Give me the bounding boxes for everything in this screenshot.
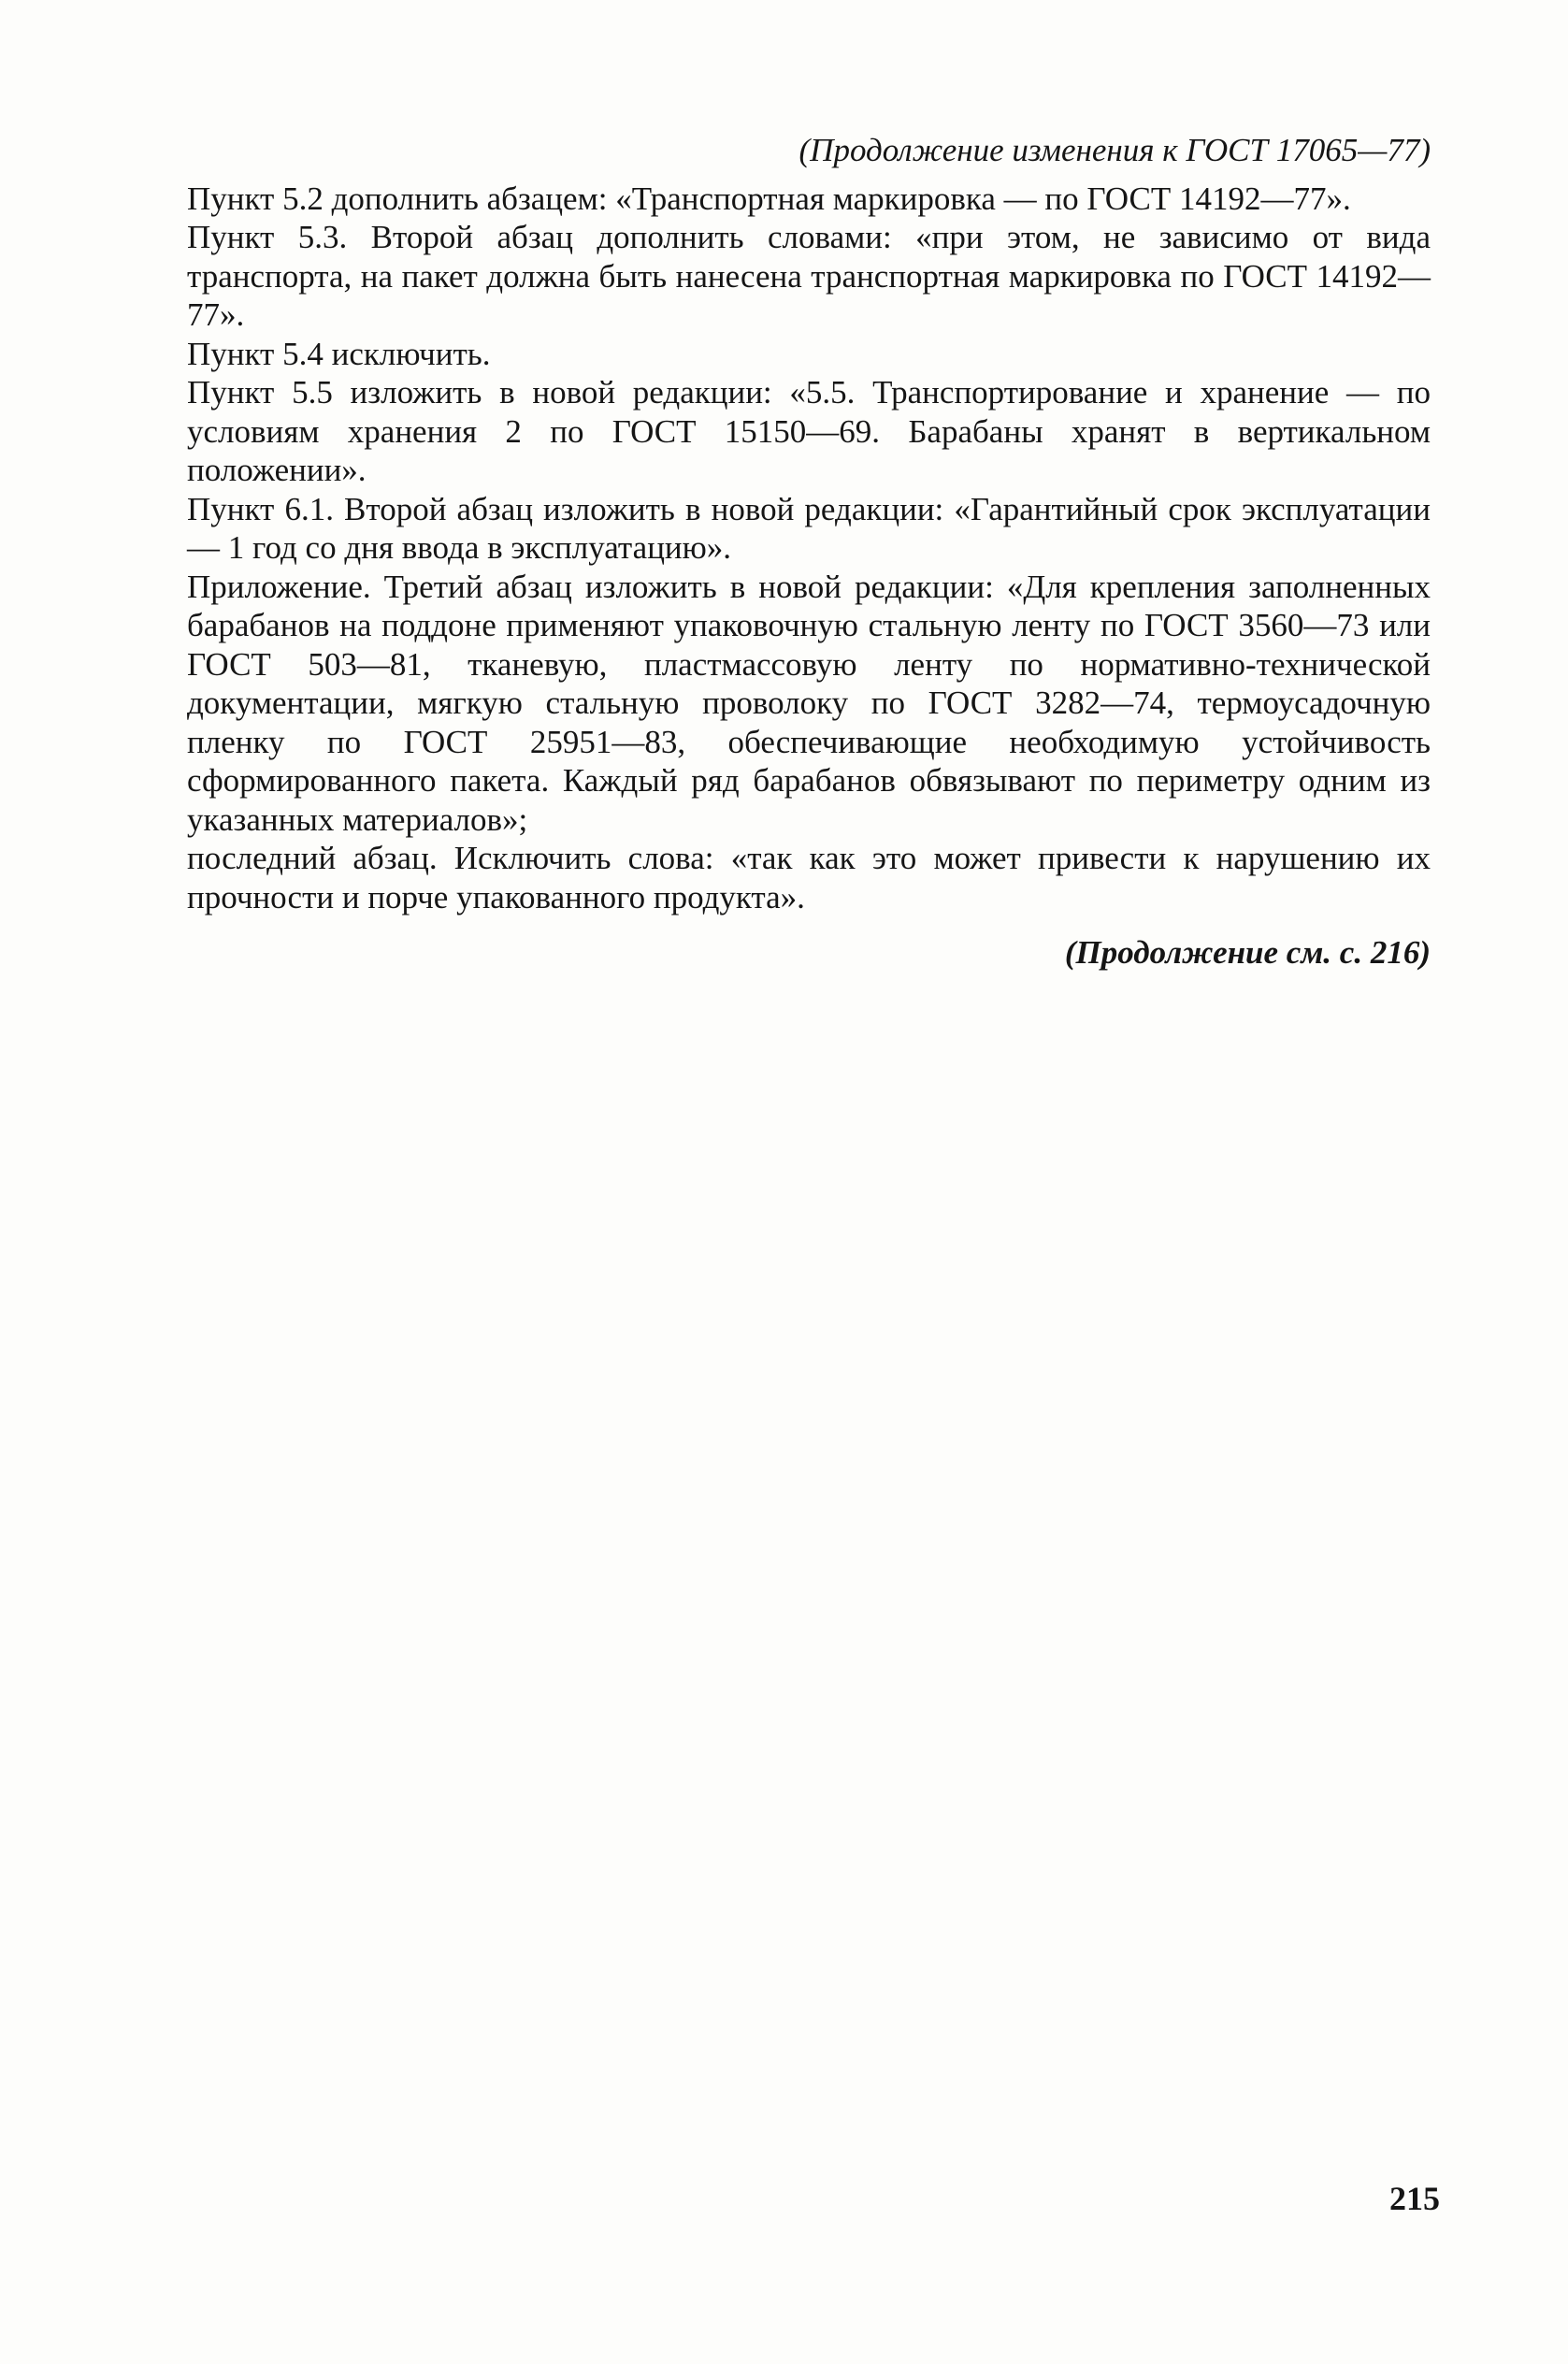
- paragraph-5-5: Пункт 5.5 изложить в новой редакции: «5.5. Транспортирование и хранение — по условиям хранения 2 по ГОСТ 15150—69. Барабаны хранят в вертикальном положении».: [187, 374, 1431, 488]
- paragraph-5-4: Пункт 5.4 исключить.: [187, 335, 491, 372]
- page-number: 215: [1389, 2180, 1440, 2217]
- paragraph-5-3: Пункт 5.3. Второй абзац дополнить словами: «при этом, не зависимо от вида транспорта, на пакет должна быть нанесена транспортная маркировка по ГОСТ 14192—77».: [187, 219, 1431, 333]
- paragraph-6-1: Пункт 6.1. Второй абзац изложить в новой редакции: «Гарантийный срок эксплуатации — 1 год со дня ввода в эксплуатацию».: [187, 490, 1431, 566]
- running-head: (Продолжение изменения к ГОСТ 17065—77): [798, 132, 1431, 168]
- continuation-note: (Продолжение см. с. 216): [1064, 934, 1431, 971]
- text-block: [187, 131, 1431, 973]
- paragraph-appendix: Приложение. Третий абзац изложить в новой редакции: «Для крепления заполненных барабанов на поддоне применяют упаковочную стальную ленту по ГОСТ 3560—73 или ГОСТ 503—81, тканевую, пластмассовую ленту по нормативно-технической документации, мягкую стальную проволоку по ГОСТ 3282—74, термоусадочную пленку по ГОСТ 25951—83, обеспечивающие необходимую устойчивость сформированного пакета. Каждый ряд барабанов обвязывают по периметру одним из указанных материалов»;: [187, 568, 1431, 838]
- paragraph-5-2: Пункт 5.2 дополнить абзацем: «Транспортная маркировка — по ГОСТ 14192—77».: [187, 180, 1351, 217]
- paragraph-last-abzac: последний абзац. Исключить слова: «так как это может привести к нарушению их прочности и порче упакованного продукта».: [187, 840, 1431, 915]
